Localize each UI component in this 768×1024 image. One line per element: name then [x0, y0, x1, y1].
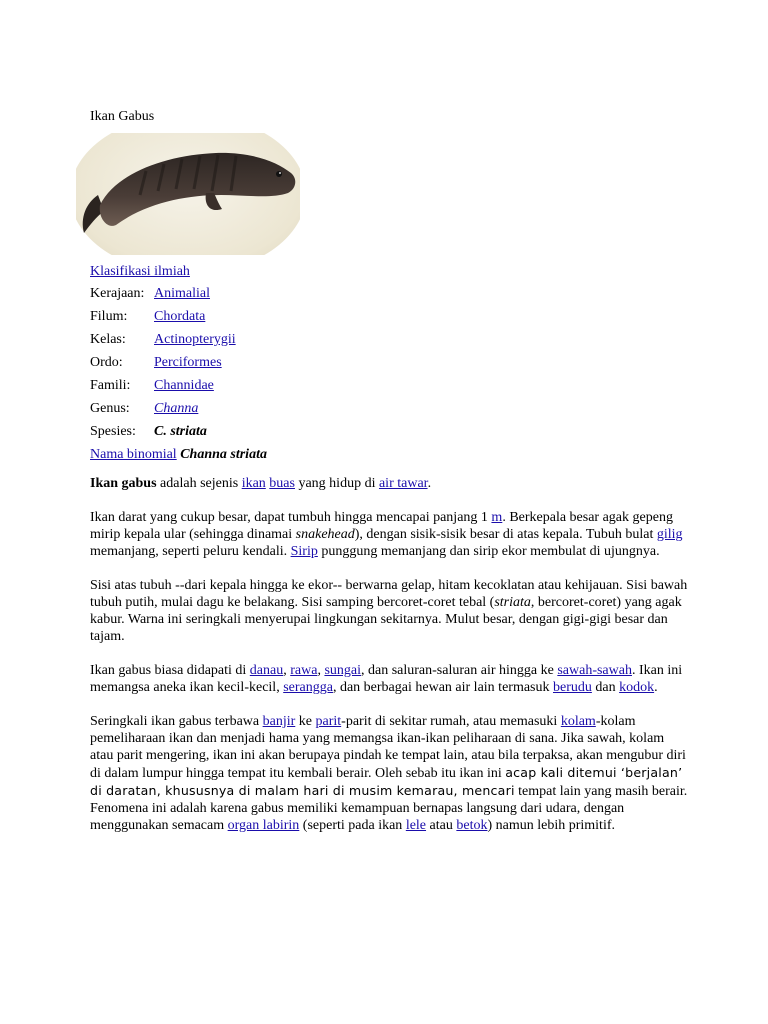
text: , bercoret-coret) yang agak kabur. Warna ini seringkali menyerupai lingkungan sekitarnya. Mulut besar, dengan gigi-gigi besar dan tajam.: [90, 595, 682, 644]
taxonomy-label: Spesies:: [90, 424, 136, 439]
text: punggung memanjang dan sirip ekor membulat di ujungnya.: [317, 544, 660, 559]
binomial-value: Channa striata: [180, 447, 267, 462]
taxonomy-row-class: [90, 331, 267, 354]
paragraph-coloring: [90, 577, 690, 645]
link-sirip[interactable]: Sirip: [290, 544, 318, 559]
taxonomy-label: Kerajaan:: [90, 286, 145, 301]
taxonomy-row-phylum: [90, 308, 267, 331]
paragraph-behavior: [90, 713, 690, 834]
taxonomy-value-link[interactable]: Perciformes: [154, 355, 222, 370]
article-body: [90, 475, 690, 851]
text: -kolam pemeliharaan ikan dan menjadi hama yang memangsa ikan-ikan peliharaan di sana. Jika sawah, kolam atau parit mengering, ikan ini akan berupaya pindah ke tempat lain, atau bila terpaksa, akan mengubur diri di dalam lumpur hingga tempat itu kembali berair. Oleh sebab itu ikan ini: [90, 714, 686, 781]
text: , dan berbagai hewan air lain termasuk: [332, 680, 553, 695]
link-organ-labirin[interactable]: organ labirin: [227, 818, 300, 833]
taxonomy-value: C. striata: [154, 424, 207, 439]
text: . Ikan ini memangsa aneka ikan kecil-kecil,: [90, 663, 683, 695]
text: memanjang, seperti peluru kendali.: [90, 544, 291, 559]
taxonomy-row-kingdom: [90, 285, 267, 308]
text: ) namun lebih primitif.: [487, 818, 615, 833]
taxonomy-value-link[interactable]: Chordata: [154, 309, 206, 324]
link-sungai[interactable]: sungai: [324, 663, 361, 678]
text: .: [427, 476, 432, 491]
link-buas[interactable]: buas: [269, 476, 295, 491]
taxonomy-header-link[interactable]: Klasifikasi ilmiah: [90, 264, 190, 279]
handwritten-like-text: acap kali ditemui ‘berjalan’ di daratan, khususnya di malam hari di musim kemarau, mencari: [90, 765, 683, 798]
link-gilig[interactable]: gilig: [656, 527, 683, 542]
paragraph-intro: [90, 475, 690, 492]
text: -parit di sekitar rumah, atau memasuki: [341, 714, 561, 729]
text: dan: [591, 680, 620, 695]
binomial-link[interactable]: Nama binomial: [90, 447, 177, 462]
link-ikan[interactable]: ikan: [241, 476, 266, 491]
text: atau: [426, 818, 457, 833]
text: (seperti pada ikan: [299, 818, 406, 833]
link-rawa[interactable]: rawa: [290, 663, 318, 678]
binomial-row: [90, 446, 267, 468]
paragraph-habitat: [90, 662, 690, 696]
page-title: Ikan Gabus: [90, 109, 155, 124]
link-danau[interactable]: danau: [249, 663, 284, 678]
link-parit[interactable]: parit: [315, 714, 342, 729]
taxonomy-value-link[interactable]: Animalial: [154, 286, 210, 301]
taxonomy-value-link[interactable]: Actinopterygii: [154, 332, 236, 347]
link-serangga[interactable]: serangga: [283, 680, 333, 695]
italic-term: striata: [494, 595, 531, 610]
taxonomy-row-family: [90, 377, 267, 400]
taxonomy-label: Famili:: [90, 378, 131, 393]
taxonomy-row-order: [90, 354, 267, 377]
taxonomy-label: Ordo:: [90, 355, 123, 370]
italic-term: snakehead: [295, 527, 355, 542]
link-berudu[interactable]: berudu: [553, 680, 592, 695]
taxonomy-value-link[interactable]: Channidae: [154, 378, 214, 393]
bold-term: Ikan gabus: [90, 476, 157, 491]
fish-photo-svg: [76, 133, 300, 255]
link-air-tawar[interactable]: air tawar: [378, 476, 428, 491]
link-betok[interactable]: betok: [456, 818, 488, 833]
taxonomy-label: Genus:: [90, 401, 130, 416]
text: ,: [283, 663, 291, 678]
text: .: [654, 680, 658, 695]
text: , dan saluran-saluran air hingga ke: [361, 663, 558, 678]
text: ), dengan sisik-sisik besar di atas kepala. Tubuh bulat: [354, 527, 657, 542]
link-sawah-sawah[interactable]: sawah-sawah: [557, 663, 632, 678]
text: ,: [317, 663, 325, 678]
link-m[interactable]: m: [491, 510, 503, 525]
text: Ikan gabus biasa didapati di: [90, 663, 250, 678]
text: tempat lain yang masih berair. Fenomena ini adalah karena gabus memiliki kemampuan bernapas langsung dari udara, dengan menggunakan semacam: [90, 784, 688, 833]
link-banjir[interactable]: banjir: [262, 714, 296, 729]
text: ke: [295, 714, 316, 729]
link-kodok[interactable]: kodok: [619, 680, 655, 695]
text: Seringkali ikan gabus terbawa: [90, 714, 263, 729]
taxonomy-box: [90, 263, 267, 468]
taxonomy-value-link[interactable]: Channa: [154, 401, 199, 416]
text: . Berkepala besar agak gepeng mirip kepala ular (sehingga dinamai: [90, 510, 673, 542]
text: yang hidup di: [294, 476, 379, 491]
taxonomy-label: Kelas:: [90, 332, 126, 347]
fish-photo: [76, 133, 300, 255]
link-lele[interactable]: lele: [405, 818, 427, 833]
link-kolam[interactable]: kolam: [560, 714, 596, 729]
text: adalah sejenis: [156, 476, 242, 491]
taxonomy-label: Filum:: [90, 309, 128, 324]
paragraph-description: [90, 509, 690, 560]
text: Ikan darat yang cukup besar, dapat tumbuh hingga mencapai panjang 1: [90, 510, 492, 525]
text: Sisi atas tubuh --dari kepala hingga ke ekor-- berwarna gelap, hitam kecoklatan atau kehijauan. Sisi bawah tubuh putih, mulai dagu ke belakang. Sisi samping bercoret-coret tebal (: [90, 578, 688, 610]
taxonomy-row-genus: [90, 400, 267, 423]
taxonomy-row-species: [90, 423, 267, 446]
